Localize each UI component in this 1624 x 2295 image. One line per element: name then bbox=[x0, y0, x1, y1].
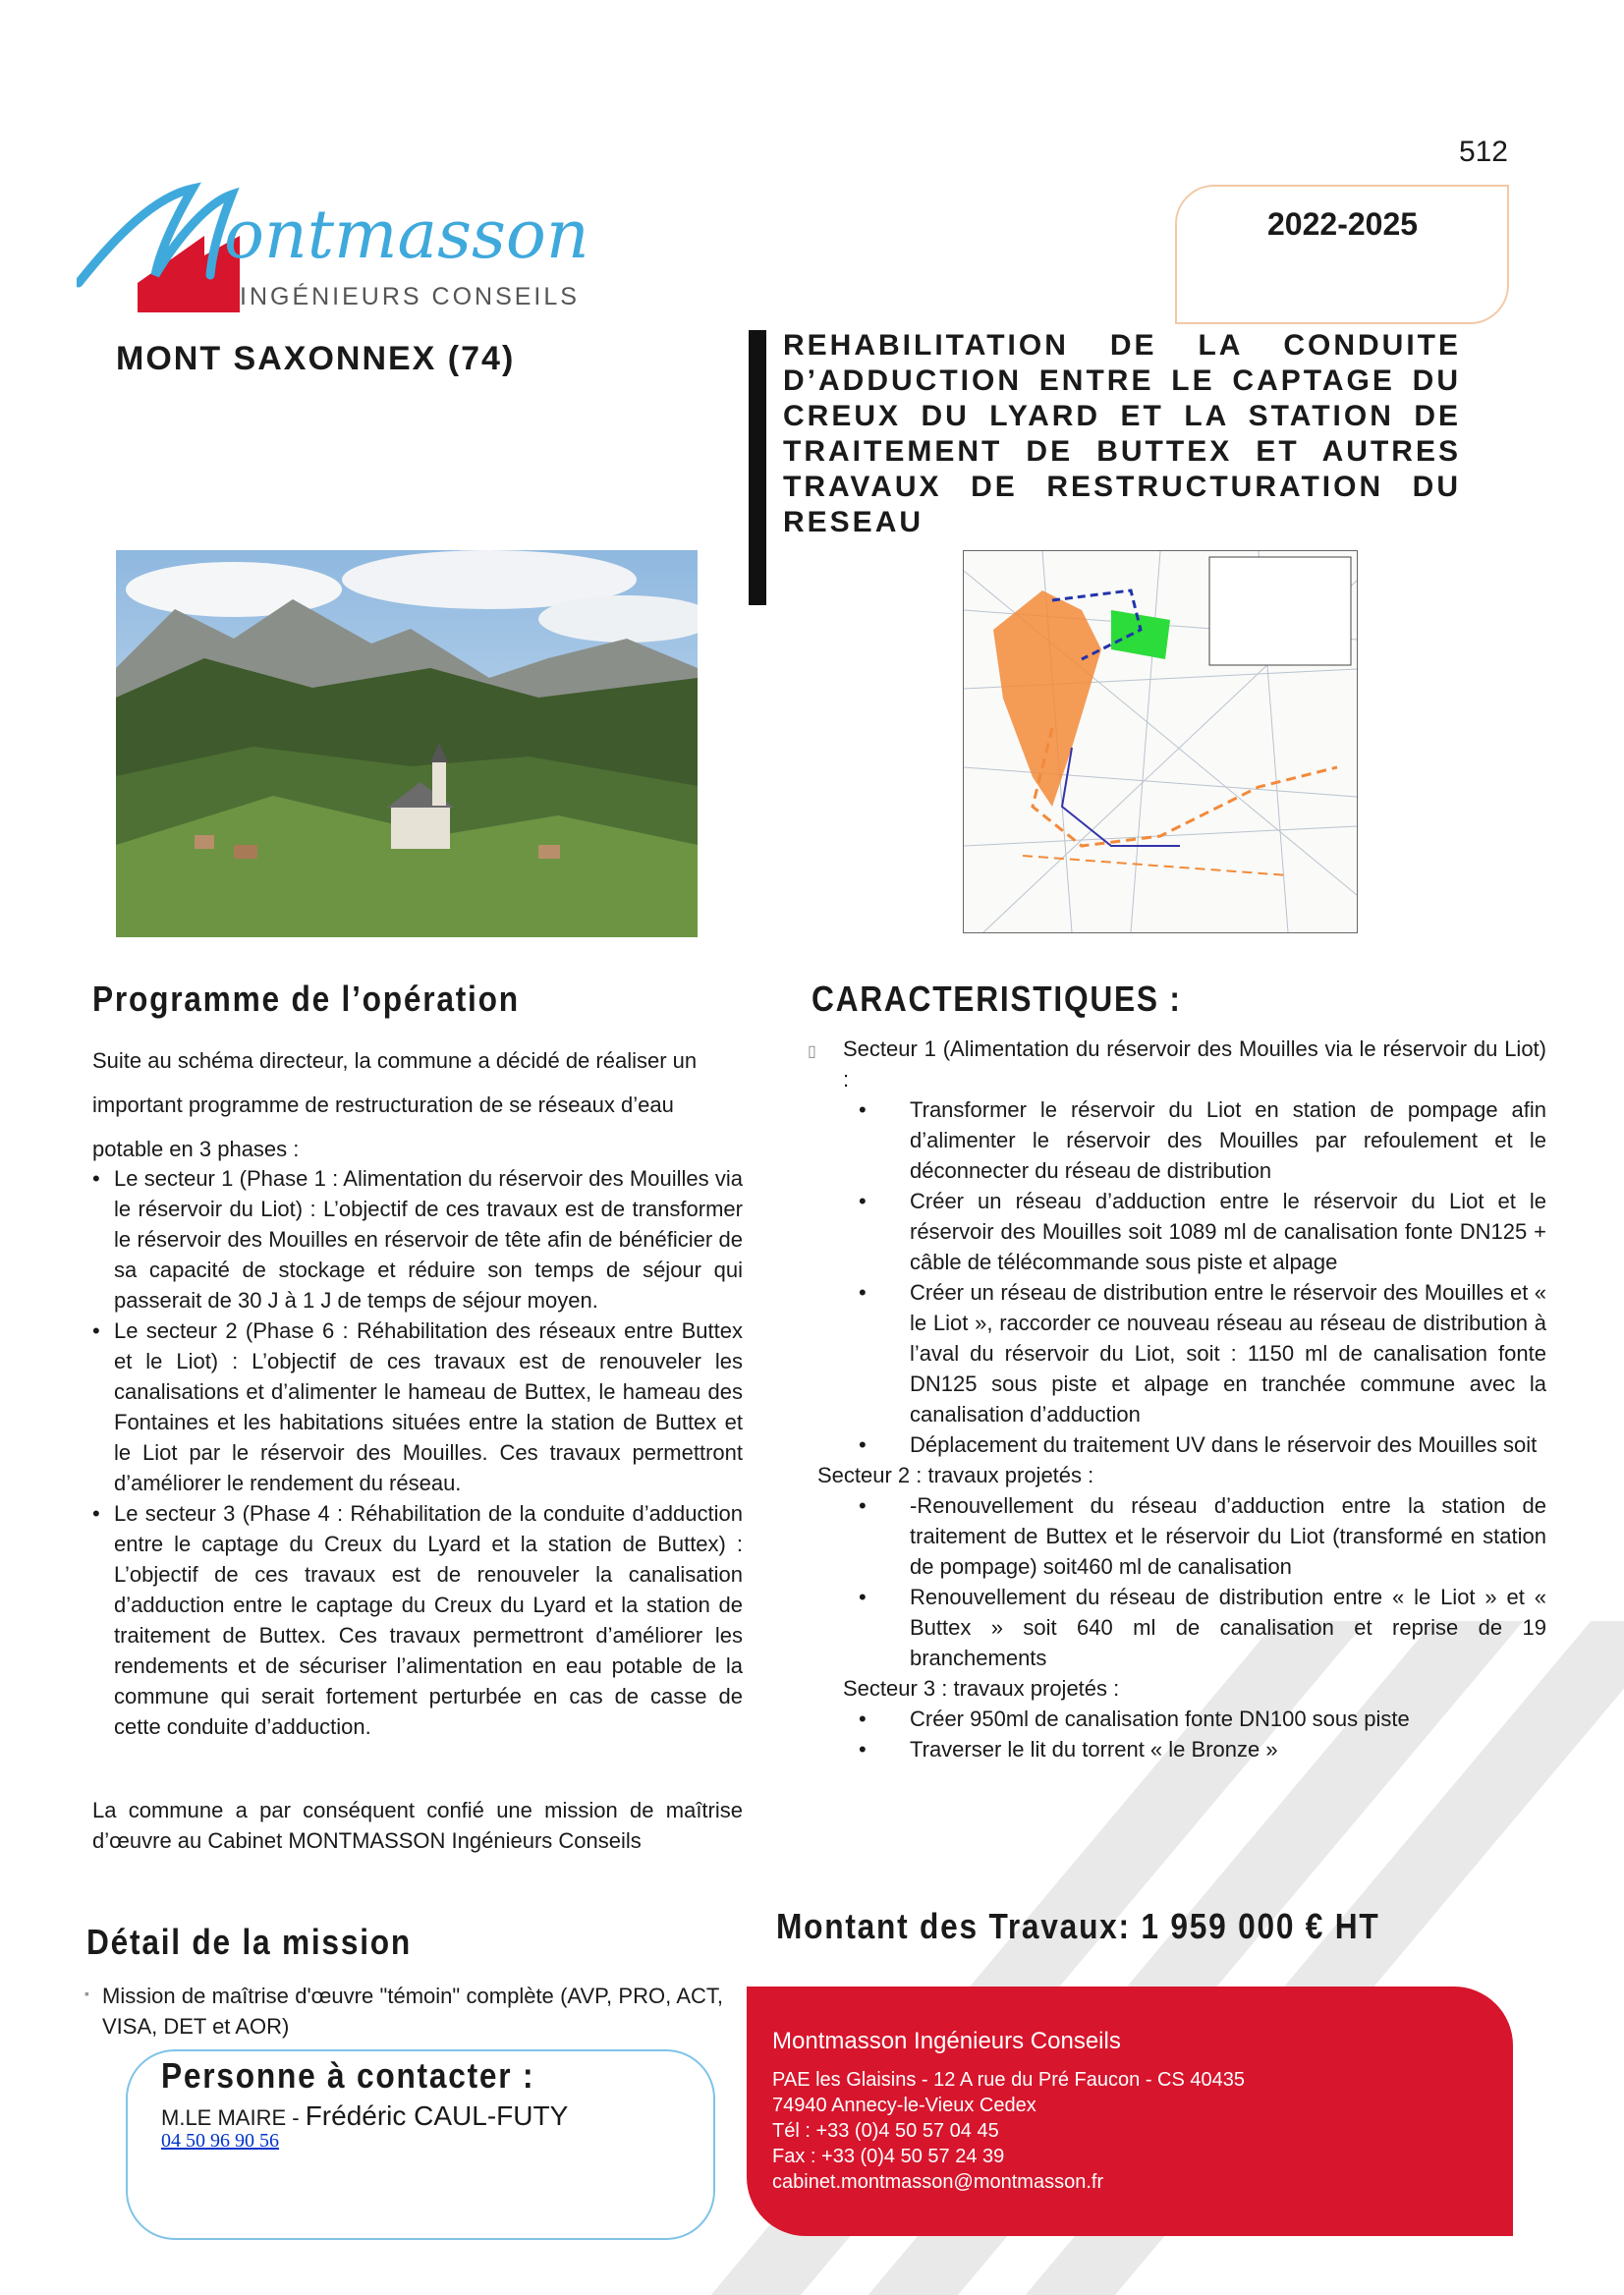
secteur1-text: Secteur 1 (Alimentation du réservoir des Mouilles via le réservoir du Liot) : bbox=[843, 1036, 1546, 1092]
caracteristiques-heading: CARACTERISTIQUES : bbox=[812, 979, 1182, 1019]
programme-list bbox=[92, 1163, 743, 1742]
project-location: MONT SAXONNEX (74) bbox=[116, 340, 516, 377]
page-number: 512 bbox=[1458, 136, 1508, 168]
contact-phone-link[interactable]: 04 50 96 90 56 bbox=[161, 2130, 279, 2152]
contact-person bbox=[161, 2100, 568, 2132]
secteur2-list bbox=[800, 1490, 1546, 1673]
phone-line: Tél : +33 (0)4 50 57 04 45 bbox=[772, 2120, 999, 2142]
list-item: • Transformer le réservoir du Liot en station de pompage afin d’alimenter le réservoir des Mouilles par refoulement et le déconnecter du réseau de distribution bbox=[800, 1094, 1546, 1186]
list-item: • Renouvellement du réseau de distribution entre « le Liot » et « Buttex » soit 640 ml de canalisation et reprise de 19 branchements bbox=[800, 1582, 1546, 1673]
programme-heading: Programme de l’opération bbox=[92, 979, 520, 1019]
contact-name: Frédéric CAUL-FUTY bbox=[305, 2100, 569, 2131]
list-item: • Déplacement du traitement UV dans le réservoir des Mouilles soit bbox=[800, 1429, 1546, 1460]
caracteristiques-block bbox=[800, 1034, 1546, 1764]
works-amount: Montant des Travaux: 1 959 000 € HT bbox=[776, 1906, 1380, 1946]
title-accent-bar bbox=[749, 330, 766, 605]
mission-list bbox=[84, 1981, 723, 2042]
village-photo bbox=[116, 550, 698, 937]
mission-heading: Détail de la mission bbox=[86, 1922, 412, 1962]
company-address bbox=[772, 2067, 1245, 2195]
secteur1-list bbox=[800, 1094, 1546, 1460]
secteur3-list bbox=[800, 1704, 1546, 1764]
list-item: ▪ Mission de maîtrise d'œuvre "témoin" complète (AVP, PRO, ACT, VISA, DET et AOR) bbox=[84, 1981, 723, 2042]
list-item: • Traverser le lit du torrent « le Bronze » bbox=[800, 1734, 1546, 1764]
list-item: • Le secteur 2 (Phase 6 : Réhabilitation des réseaux entre Buttex et le Liot) : L’objectif de ces travaux est de renouveler les canalisations et d’alimenter le hameau de Buttex, le hameau des Fontaines et les habitations situées entre la station de Buttex et le Liot par le réservoir des Mouilles. Ces travaux permettront d’améliorer le rendement du réseau. bbox=[92, 1315, 743, 1498]
secteur1-line bbox=[800, 1034, 1546, 1094]
company-logo bbox=[77, 177, 666, 314]
list-item: • Le secteur 3 (Phase 4 : Réhabilitation de la conduite d’adduction entre le captage du Creux du Lyard et la station de Buttex) : L’objectif de ces travaux est de renouveler la canalisation d’adduction entre le captage du Creux du Lyard et la station de traitement de Buttex. Ces travaux permettront d’améliorer les rendements et de sécuriser l’alimentation en eau potable de la commune qui serait fortement perturbée en cas de casse de cette conduite d’adduction. bbox=[92, 1498, 743, 1742]
logo-tagline: INGÉNIEURS CONSEILS bbox=[240, 283, 580, 310]
list-item: • -Renouvellement du réseau d’adduction entre la station de traitement de Buttex et le réservoir du Liot (transformé en station de pompage) soit460 ml de canalisation bbox=[800, 1490, 1546, 1582]
list-item: • Créer un réseau de distribution entre le réservoir des Mouilles et « le Liot », raccorder ce nouveau réseau au réseau de distribution à l’aval du réservoir du Liot, soit : 1150 ml de canalisation fonte DN125 sous piste et alpage en tranchée commune avec la canalisation d’adduction bbox=[800, 1277, 1546, 1429]
company-name: Montmasson Ingénieurs Conseils bbox=[772, 2028, 1121, 2054]
address-line: PAE les Glaisins - 12 A rue du Pré Faucon - CS 40435 bbox=[772, 2069, 1245, 2091]
programme-intro: Suite au schéma directeur, la commune a décidé de réaliser un important programme de restructuration de se réseaux d’eau potable en 3 phases : bbox=[92, 1048, 698, 1161]
project-period: 2022-2025 bbox=[1267, 206, 1419, 242]
list-item: • Créer 950ml de canalisation fonte DN100 sous piste bbox=[800, 1704, 1546, 1734]
logo-graphic bbox=[77, 177, 666, 314]
project-title: REHABILITATION DE LA CONDUITE D’ADDUCTION ENTRE LE CAPTAGE DU CREUX DU LYARD ET LA STATION DE TRAITEMENT DE BUTTEX ET AUTRES TRAVAUX DE RESTRUCTURATION DU RESEAU bbox=[783, 329, 1461, 538]
programme-outro: La commune a par conséquent confié une mission de maîtrise d’œuvre au Cabinet MONTMASSON Ingénieurs Conseils bbox=[92, 1798, 743, 1853]
secteur2-line: Secteur 2 : travaux projetés : bbox=[817, 1463, 1094, 1487]
bullet-icon: ▯ bbox=[808, 1043, 816, 1060]
contact-heading: Personne à contacter : bbox=[161, 2055, 535, 2096]
secteur3-line: Secteur 3 : travaux projetés : bbox=[843, 1676, 1120, 1701]
contact-role: M.LE MAIRE - bbox=[161, 2105, 306, 2130]
email-line: cabinet.montmasson@montmasson.fr bbox=[772, 2171, 1104, 2193]
list-item: • Créer un réseau d’adduction entre le réservoir du Liot et le réservoir des Mouilles soit 1089 ml de canalisation fonte DN125 + câble de télécommande sous piste et alpage bbox=[800, 1186, 1546, 1277]
svg-text:ontmasson: ontmasson bbox=[224, 196, 589, 274]
fax-line: Fax : +33 (0)4 50 57 24 39 bbox=[772, 2146, 1005, 2167]
list-item: • Le secteur 1 (Phase 1 : Alimentation du réservoir des Mouilles via le réservoir du Liot) : L’objectif de ces travaux est de transformer le réservoir des Mouilles en réservoir de tête afin de bénéficier de sa capacité de stockage et réduire son temps de séjour qui passerait de 30 J à 1 J de temps de séjour moyen. bbox=[92, 1163, 743, 1315]
address-line: 74940 Annecy-le-Vieux Cedex bbox=[772, 2095, 1036, 2116]
site-map bbox=[963, 550, 1358, 933]
